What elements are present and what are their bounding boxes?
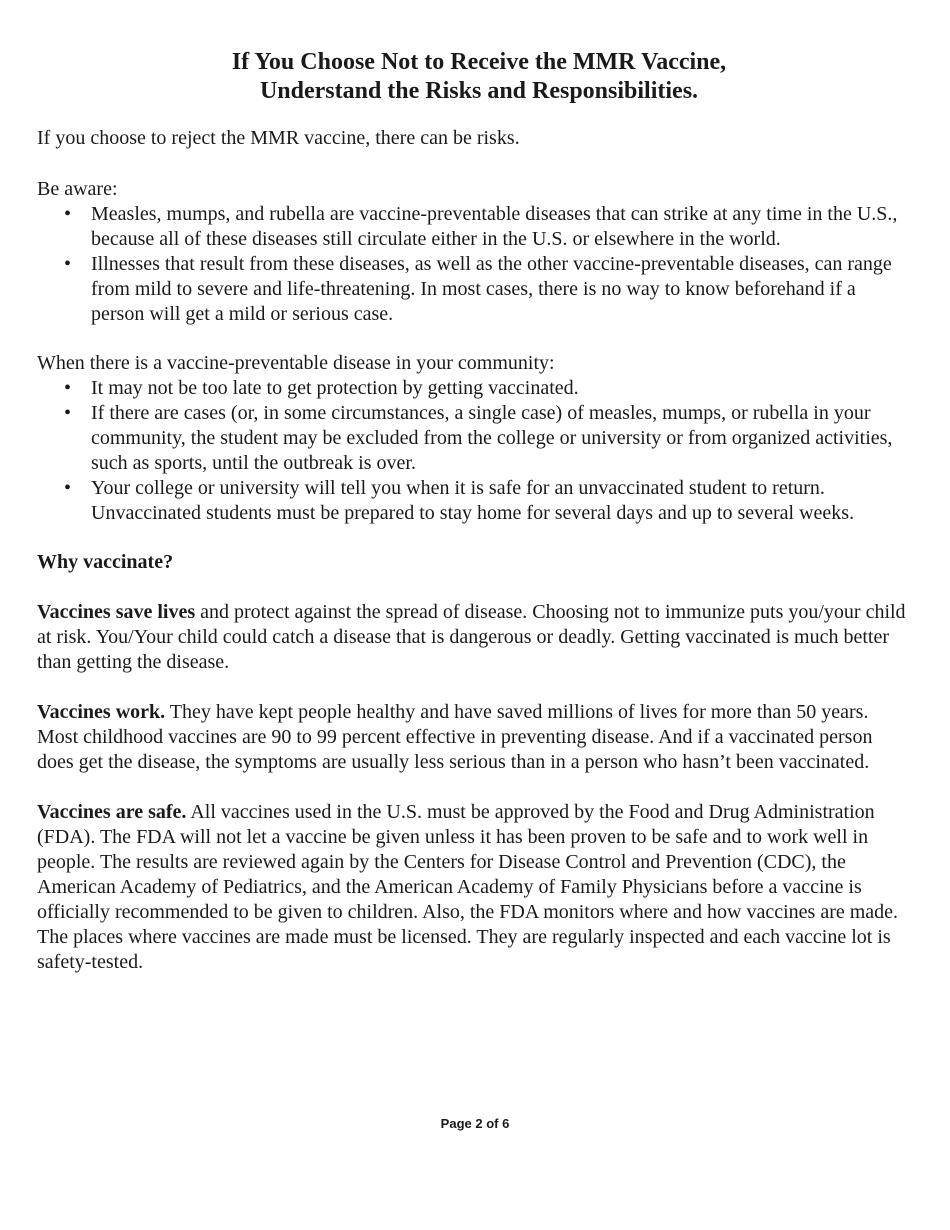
- list-item-text: Your college or university will tell you when it is safe for an unvaccinated student to return. Unvaccinated students must be prepared to stay home for several days and up to several weeks.: [91, 477, 855, 524]
- bullet-icon: •: [64, 203, 72, 225]
- community-heading: When there is a vaccine-preventable disease in your community:: [37, 352, 555, 374]
- bullet-icon: •: [64, 402, 72, 424]
- title-line-1: If You Choose Not to Receive the MMR Vaccine,: [231, 49, 727, 75]
- section-lead: Vaccines save lives: [37, 601, 196, 623]
- document-page: [37, 48, 907, 975]
- list-item-text: It may not be too late to get protection by getting vaccinated.: [91, 377, 579, 399]
- section-vaccines-safe: [37, 800, 907, 975]
- list-item: [37, 476, 907, 526]
- bullet-icon: •: [64, 477, 72, 499]
- list-item: [37, 202, 907, 252]
- section-body: All vaccines used in the U.S. must be approved by the Food and Drug Administration (FDA). The FDA will not let a vaccine be given unless it has been proven to be safe and to work well in people. The results are reviewed again by the Centers for Disease Control and Prevention (CDC), the American Academy of Pediatrics, and the American Academy of Family Physicians before a vaccine is officially recommended to be given to children. Also, the FDA monitors where and how vaccines are made. The places where vaccines are made must be licensed. They are regularly inspected and each vaccine lot is safety-tested.: [37, 801, 899, 973]
- be-aware-heading: Be aware:: [37, 178, 118, 200]
- title-line-2: Understand the Risks and Responsibilities.: [259, 78, 699, 104]
- list-item-text: Measles, mumps, and rubella are vaccine-preventable diseases that can strike at any time in the U.S., because all of these diseases still circulate either in the U.S. or elsewhere in the world.: [91, 203, 898, 250]
- section-lead: Vaccines work.: [37, 701, 166, 723]
- intro-paragraph: If you choose to reject the MMR vaccine, there can be risks.: [37, 127, 520, 149]
- list-item: [37, 401, 907, 476]
- list-item-text: If there are cases (or, in some circumstances, a single case) of measles, mumps, or rubella in your community, the student may be excluded from the college or university or from organized activities, such as sports, until the outbreak is over.: [91, 402, 893, 474]
- bullet-icon: •: [64, 377, 72, 399]
- section-body: and protect against the spread of disease. Choosing not to immunize puts you/your child at risk. You/Your child could catch a disease that is dangerous or deadly. Getting vaccinated is much better than getting the disease.: [37, 601, 906, 673]
- be-aware-list: [37, 202, 907, 327]
- list-item: [37, 376, 907, 401]
- why-vaccinate-heading: Why vaccinate?: [37, 551, 174, 573]
- community-list: [37, 376, 907, 526]
- section-body: They have kept people healthy and have saved millions of lives for more than 50 years. Most childhood vaccines are 90 to 99 percent effective in preventing disease. And if a vaccinated person does get the disease, the symptoms are usually less serious than in a person who hasn’t been vaccinated.: [37, 701, 873, 773]
- list-item: [37, 252, 907, 327]
- section-save-lives: [37, 600, 907, 675]
- bullet-icon: •: [64, 253, 72, 275]
- page-title: [37, 48, 907, 106]
- list-item-text: Illnesses that result from these diseases, as well as the other vaccine-preventable diseases, can range from mild to severe and life-threatening. In most cases, there is no way to know beforehand if a person will get a mild or serious case.: [91, 253, 892, 325]
- section-lead: Vaccines are safe.: [37, 801, 187, 823]
- section-vaccines-work: [37, 700, 907, 775]
- page-number: Page 2 of 6: [440, 1116, 510, 1131]
